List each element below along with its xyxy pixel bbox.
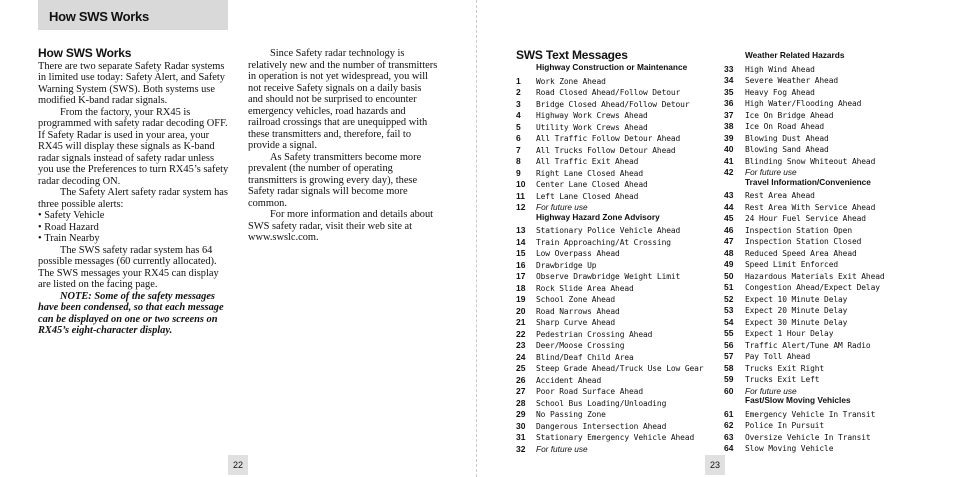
message-row	[516, 258, 726, 270]
message-row	[516, 419, 726, 431]
message-row	[516, 396, 726, 408]
message-number: 18	[516, 282, 526, 293]
message-text: No Passing Zone	[536, 410, 606, 419]
message-number: 46	[724, 224, 734, 235]
message-text: Pedestrian Crossing Ahead	[536, 329, 653, 339]
message-number: 21	[516, 317, 526, 327]
message-text: Blowing Sand Ahead	[745, 145, 829, 154]
message-row	[724, 315, 924, 327]
message-text: Poor Road Surface Ahead	[536, 387, 643, 396]
message-number: 9	[516, 167, 521, 178]
message-row	[516, 120, 726, 132]
message-number: 50	[724, 270, 734, 281]
message-text: Accident Ahead	[536, 375, 602, 385]
message-row	[724, 384, 924, 396]
message-text: Pay Toll Ahead	[745, 352, 811, 361]
message-number: 60	[724, 385, 734, 396]
message-number: 30	[516, 420, 526, 431]
message-row	[724, 188, 924, 200]
message-row	[724, 142, 924, 154]
message-row	[516, 97, 726, 109]
message-text: Sharp Curve Ahead	[536, 318, 616, 327]
message-number: 2	[516, 87, 521, 97]
page-number-left: 22	[228, 455, 248, 475]
message-number: 41	[724, 155, 734, 166]
message-text: School Bus Loading/Unloading	[536, 398, 667, 408]
message-row	[724, 280, 924, 292]
message-row	[516, 327, 726, 339]
message-number: 31	[516, 432, 526, 442]
message-number: 37	[724, 109, 734, 120]
message-row	[516, 74, 726, 86]
category-heading: Highway Construction or Maintenance	[536, 62, 688, 72]
paragraph: From the factory, your RX45 is programmed with safety radar decoding OFF. If Safety Radar is used in your area, your RX45 will display these signals as K-band radar signals instead of safety radar unless you use the Preferences to turn RX45’s safety radar decoding ON.	[38, 106, 229, 187]
message-number: 51	[724, 282, 734, 292]
message-number: 62	[724, 420, 734, 430]
message-number: 16	[516, 259, 526, 270]
message-number: 26	[516, 374, 526, 385]
message-row	[724, 96, 924, 108]
message-number: 35	[724, 86, 734, 97]
message-text: All Trucks Follow Detour Ahead	[536, 145, 676, 155]
message-text: Stationary Police Vehicle Ahead	[536, 226, 681, 235]
message-text: Observe Drawbridge Weight Limit	[536, 272, 681, 281]
message-text: Expect 20 Minute Delay	[745, 306, 848, 315]
message-text: Blowing Dust Ahead	[745, 133, 829, 143]
header-bar-title: How SWS Works	[49, 9, 149, 24]
message-row	[516, 350, 726, 362]
message-text: Steep Grade Ahead/Truck Use Low Gear	[536, 364, 704, 373]
message-text: Bridge Closed Ahead/Follow Detour	[536, 99, 690, 109]
message-text: Emergency Vehicle In Transit	[745, 409, 876, 419]
message-text: For future use	[745, 167, 797, 177]
message-number: 6	[516, 133, 521, 143]
message-row	[724, 165, 924, 177]
message-number: 38	[724, 121, 734, 131]
message-number: 39	[724, 132, 734, 143]
message-text: Inspection Station Closed	[745, 237, 862, 246]
messages-heading: SWS Text Messages	[516, 48, 628, 62]
message-number: 23	[516, 340, 526, 350]
message-text: Trucks Exit Left	[745, 375, 820, 384]
message-number: 22	[516, 328, 526, 339]
message-row	[724, 418, 924, 430]
message-row	[516, 338, 726, 350]
message-row	[516, 384, 726, 396]
message-row	[724, 349, 924, 361]
message-number: 24	[516, 351, 526, 362]
message-text: School Zone Ahead	[536, 295, 616, 304]
message-number: 36	[724, 98, 734, 108]
message-number: 32	[516, 443, 526, 454]
message-row	[724, 234, 924, 246]
message-row	[516, 189, 726, 201]
message-text: Road Closed Ahead/Follow Detour	[536, 88, 681, 97]
message-row	[516, 269, 726, 281]
message-row	[724, 85, 924, 97]
paragraph: Since Safety radar technology is relatively new and the number of transmitters in operation is not yet widespread, you will not receive Safety signals on a daily basis and should not be surprised to encounter emergency vehicles, road hazards and railroad crossings that are unequipped with these transmitters and, therefore, fail to provide a signal.	[248, 48, 438, 151]
message-text: Congestion Ahead/Expect Delay	[745, 283, 880, 292]
page-number-right: 23	[705, 455, 725, 475]
message-number: 10	[516, 179, 526, 189]
message-number: 61	[724, 408, 734, 419]
message-text: Road Narrows Ahead	[536, 306, 620, 316]
message-text: Work Zone Ahead	[536, 76, 606, 86]
message-row	[724, 441, 924, 453]
category-heading: Fast/Slow Moving Vehicles	[745, 395, 851, 405]
message-text: Traffic Alert/Tune AM Radio	[745, 340, 871, 350]
message-row	[516, 200, 726, 212]
message-text: Slow Moving Vehicle	[745, 444, 834, 453]
message-row	[724, 73, 924, 85]
message-number: 56	[724, 339, 734, 350]
message-text: Utility Work Crews Ahead	[536, 122, 648, 132]
paragraph: As Safety transmitters become more prevalent (the number of operating transmitters is growing every day), these Safety radar signals will become more common.	[248, 151, 422, 209]
message-row	[516, 442, 726, 454]
left-column	[38, 48, 230, 337]
message-text: Expect 1 Hour Delay	[745, 329, 834, 338]
message-text: Speed Limit Enforced	[745, 260, 839, 269]
message-text: High Wind Ahead	[745, 64, 815, 74]
list-item: • Safety Vehicle	[38, 210, 230, 222]
message-text: For future use	[745, 385, 797, 396]
message-number: 55	[724, 328, 734, 338]
message-text: Rest Area With Service Ahead	[745, 202, 876, 212]
message-row	[724, 269, 924, 281]
message-row	[724, 154, 924, 166]
message-number: 52	[724, 293, 734, 304]
message-number: 59	[724, 374, 734, 384]
category-heading: Weather Related Hazards	[745, 50, 845, 60]
message-row	[724, 108, 924, 120]
message-row	[724, 303, 924, 315]
message-row	[516, 177, 726, 189]
message-number: 20	[516, 305, 526, 316]
list-item: • Road Hazard	[38, 222, 230, 234]
message-text: High Water/Flooding Ahead	[745, 99, 862, 108]
section-heading: How SWS Works	[38, 46, 132, 60]
message-text: Ice On Bridge Ahead	[745, 110, 834, 120]
category-heading: Travel Information/Convenience	[745, 176, 871, 187]
message-text: Expect 30 Minute Delay	[745, 317, 848, 327]
message-text: For future use	[536, 202, 588, 212]
message-text: Drawbridge Up	[536, 260, 597, 270]
message-row	[724, 407, 924, 419]
message-row	[724, 257, 924, 269]
message-row	[724, 119, 924, 131]
message-row	[724, 372, 924, 384]
message-row	[516, 430, 726, 442]
message-text: Ice On Road Ahead	[745, 122, 825, 131]
message-row	[516, 373, 726, 385]
message-text: Rest Area Ahead	[745, 191, 815, 200]
message-row	[724, 223, 924, 235]
message-row	[724, 62, 924, 74]
message-number: 4	[516, 110, 521, 120]
message-row	[516, 131, 726, 143]
message-number: 27	[516, 386, 526, 396]
message-number: 47	[724, 236, 734, 246]
message-row	[724, 131, 924, 143]
message-number: 14	[516, 236, 526, 247]
message-text: Reduced Speed Area Ahead	[745, 248, 857, 258]
message-text: Expect 10 Minute Delay	[745, 294, 848, 304]
message-text: Low Overpass Ahead	[536, 249, 620, 258]
message-text: Left Lane Closed Ahead	[536, 191, 639, 201]
message-number: 48	[724, 247, 734, 258]
message-row	[516, 85, 726, 97]
message-number: 58	[724, 362, 734, 373]
message-row	[516, 246, 726, 258]
message-row	[724, 430, 924, 442]
message-row	[724, 326, 924, 338]
message-text: Inspection Station Open	[745, 225, 852, 235]
message-number: 54	[724, 316, 734, 327]
message-number: 25	[516, 363, 526, 373]
message-row	[516, 143, 726, 155]
message-number: 1	[516, 75, 521, 86]
message-number: 13	[516, 225, 526, 235]
message-text: Heavy Fog Ahead	[745, 87, 815, 97]
message-row	[724, 292, 924, 304]
message-row	[516, 361, 726, 373]
message-number: 28	[516, 397, 526, 408]
message-row	[516, 304, 726, 316]
message-row	[724, 246, 924, 258]
message-number: 29	[516, 409, 526, 419]
message-row	[724, 338, 924, 350]
message-number: 49	[724, 259, 734, 269]
message-text: 24 Hour Fuel Service Ahead	[745, 214, 866, 223]
message-text: Dangerous Intersection Ahead	[536, 421, 667, 431]
message-row	[516, 108, 726, 120]
message-number: 53	[724, 305, 734, 315]
message-text: All Traffic Follow Detour Ahead	[536, 134, 681, 143]
message-number: 7	[516, 144, 521, 155]
message-row	[724, 200, 924, 212]
message-number: 63	[724, 431, 734, 442]
message-row	[724, 211, 924, 223]
list-item: • Train Nearby	[38, 233, 230, 245]
message-text: Police In Pursuit	[745, 421, 825, 430]
message-row	[516, 281, 726, 293]
message-number: 44	[724, 201, 734, 212]
message-text: For future use	[536, 443, 588, 454]
message-number: 45	[724, 213, 734, 223]
message-row	[516, 292, 726, 304]
message-text: Deer/Moose Crossing	[536, 341, 625, 350]
message-number: 8	[516, 156, 521, 166]
paragraph: The Safety Alert safety radar system has three possible alerts:	[38, 187, 228, 210]
message-text: Right Lane Closed Ahead	[536, 168, 643, 178]
paragraph: For more information and details about SWS safety radar, visit their web site at www.swslc.com.	[248, 209, 434, 243]
message-row	[516, 223, 726, 235]
message-number: 3	[516, 98, 521, 109]
message-number: 17	[516, 271, 526, 281]
category-heading: Highway Hazard Zone Advisory	[536, 211, 660, 222]
messages-column-2	[724, 50, 924, 453]
message-row	[516, 235, 726, 247]
message-text: Hazardous Materials Exit Ahead	[745, 271, 885, 281]
message-text: Highway Work Crews Ahead	[536, 111, 648, 120]
message-text: Rock Slide Area Ahead	[536, 283, 634, 293]
message-row	[516, 315, 726, 327]
note-paragraph: NOTE: Some of the safety messages have been condensed, so that each message can be displayed on one or two screens on RX45’s eight-character display.	[38, 290, 224, 336]
header-bar	[38, 0, 228, 30]
paragraph: The SWS safety radar system has 64 possible messages (60 currently allocated). The SWS messages your RX45 can display are listed on the facing page.	[38, 244, 219, 290]
paragraph: There are two separate Safety Radar systems in limited use today: Safety Alert, and Safety Warning System (SWS). Both systems use modified K-band radar signals.	[38, 60, 225, 106]
message-number: 11	[516, 190, 525, 201]
message-text: Oversize Vehicle In Transit	[745, 432, 871, 442]
message-number: 43	[724, 190, 734, 200]
message-text: All Traffic Exit Ahead	[536, 157, 639, 166]
message-number: 19	[516, 294, 526, 304]
message-text: Severe Weather Ahead	[745, 76, 839, 85]
message-text: Train Approaching/At Crossing	[536, 237, 671, 247]
message-number: 64	[724, 443, 734, 453]
message-number: 5	[516, 121, 521, 132]
message-text: Blinding Snow Whiteout Ahead	[745, 156, 876, 166]
message-number: 40	[724, 144, 734, 154]
messages-column-1	[516, 48, 726, 453]
message-text: Stationary Emergency Vehicle Ahead	[536, 433, 695, 442]
message-text: Center Lane Closed Ahead	[536, 180, 648, 189]
message-number: 42	[724, 167, 734, 177]
message-row	[516, 407, 726, 419]
message-number: 12	[516, 202, 526, 212]
message-row	[516, 154, 726, 166]
message-row	[516, 166, 726, 178]
message-text: Blind/Deaf Child Area	[536, 352, 634, 362]
message-row	[724, 361, 924, 373]
message-number: 57	[724, 351, 734, 361]
middle-column	[248, 48, 438, 244]
message-number: 15	[516, 248, 526, 258]
message-text: Trucks Exit Right	[745, 363, 825, 373]
alert-list	[38, 210, 230, 245]
message-number: 34	[724, 75, 734, 85]
message-number: 33	[724, 63, 734, 74]
